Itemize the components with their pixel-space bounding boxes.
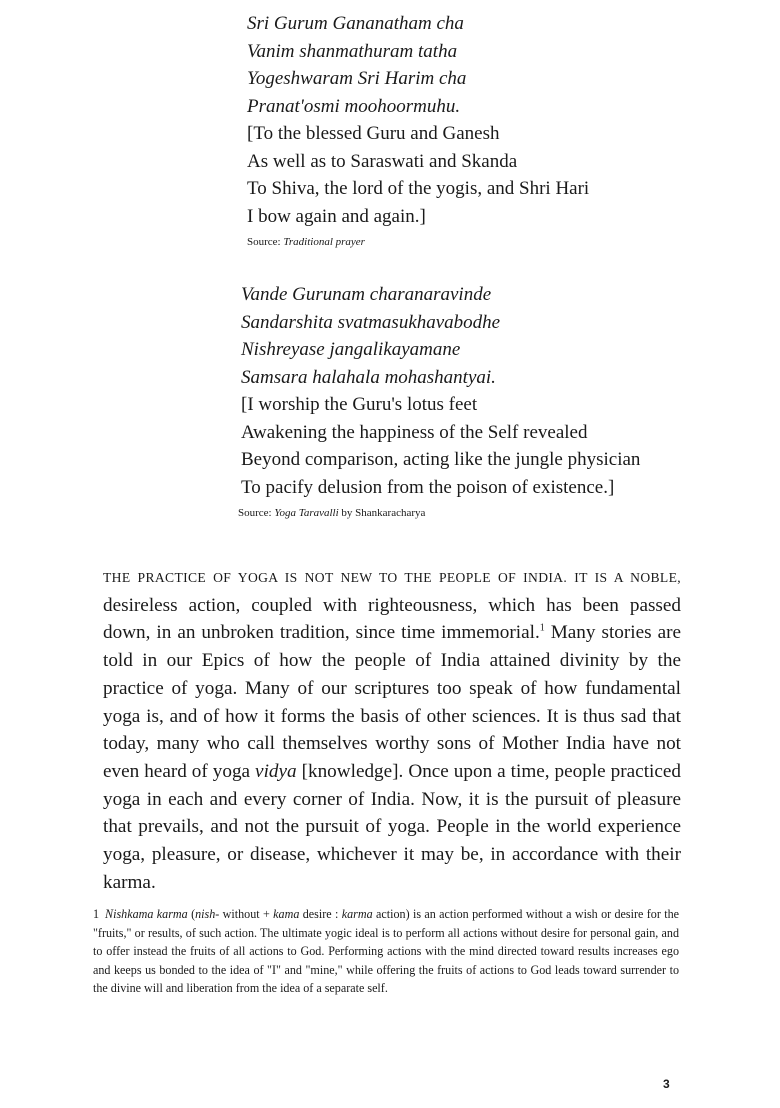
footnote bbox=[93, 905, 679, 998]
footnote-gloss: without + bbox=[222, 907, 270, 921]
translation-line: [To the blessed Guru and Ganesh bbox=[247, 123, 500, 144]
source-prefix: Source: bbox=[238, 507, 272, 519]
footnote-reference: 1 bbox=[539, 623, 545, 635]
source-title: Yoga Taravalli bbox=[274, 507, 339, 519]
body-text-part: [knowledge]. Once upon a time, people practiced yoga in each and every corner of India. Now, it is the pursuit of pleasure that prevails, and not the pursuit of yoga. People in the world experience yoga, pleasure, or disease, whichever it may be, in accordance with their karma. bbox=[103, 760, 681, 893]
verse-source bbox=[238, 507, 640, 519]
body-text-part: Many stories are told in our Epics of how the people of India attained divinity by the practice of yoga. Many of our scriptures too speak of how fundamental yoga is, and of how it forms the basis of other sciences. It is thus sad that today, many who call themselves worthy sons of Mother India have not even heard of yoga bbox=[103, 622, 681, 782]
verse-source bbox=[247, 236, 589, 248]
source-author: by Shankaracharya bbox=[341, 507, 426, 519]
verse-line: Samsara halahala mohashantyai. bbox=[241, 366, 496, 388]
footnote-text: is an action performed without a wish or desire for the "fruits," or results, of such action. The ultimate yogic ideal is to perform all actions without desire for personal gain, and to offer instead the fruits of all actions to God. Performing actions with the mind directed toward results increases ego and keeps us bonded to the idea of "I" and "mine," while offering the fruits of actions to God leads toward surrender to the divine will and liberation from the idea of a separate self. bbox=[93, 907, 679, 995]
verse-line: Vanim shanmathuram tatha bbox=[247, 40, 458, 62]
footnote-term-part: nish- bbox=[195, 907, 220, 921]
verse-line: Yogeshwaram Sri Harim cha bbox=[247, 68, 467, 89]
footnote-gloss: action) bbox=[376, 907, 410, 921]
verse-line: Sandarshita svatmasukhavabodhe bbox=[241, 311, 501, 333]
footnote-number: 1 bbox=[93, 907, 100, 921]
verse-traditional-prayer bbox=[247, 10, 589, 248]
footnote-term-part: kama bbox=[273, 907, 300, 921]
source-title: Traditional prayer bbox=[283, 236, 365, 248]
page-number: 3 bbox=[663, 1077, 670, 1091]
footnote-paren: ( bbox=[191, 907, 196, 921]
body-paragraph bbox=[103, 563, 681, 896]
translation-line: To Shiva, the lord of the yogis, and Shri Hari bbox=[247, 178, 590, 199]
verse-line: Nishreyase jangalikayamane bbox=[241, 339, 461, 360]
translation-line: Awakening the happiness of the Self revealed bbox=[241, 421, 588, 443]
translation-line: Beyond comparison, acting like the jungle physician bbox=[241, 449, 641, 470]
footnote-term-part: karma bbox=[341, 907, 373, 921]
translation-line: To pacify delusion from the poison of existence.] bbox=[241, 476, 615, 498]
verse-line: Sri Gurum Gananatham cha bbox=[247, 13, 464, 34]
verse-yoga-taravalli bbox=[238, 281, 641, 519]
term-vidya: vidya bbox=[255, 760, 297, 782]
translation-line: As well as to Saraswati and Skanda bbox=[247, 150, 518, 172]
body-text-part: desireless action, coupled with righteousness, which has been passed down, in an unbroken tradition, since time immemorial. bbox=[103, 594, 681, 644]
lead-in-smallcaps: THE PRACTICE OF YOGA IS NOT NEW TO THE PEOPLE OF INDIA. IT IS A NOBLE, bbox=[103, 570, 681, 585]
verse-line: Pranat'osmi moohoormuhu. bbox=[247, 95, 461, 117]
footnote-term: Nishkama karma bbox=[105, 907, 188, 921]
verse-line: Vande Gurunam charanaravinde bbox=[241, 284, 492, 305]
source-prefix: Source: bbox=[247, 236, 281, 248]
translation-line: I bow again and again.] bbox=[247, 205, 426, 227]
footnote-gloss: desire : bbox=[302, 907, 339, 921]
translation-line: [I worship the Guru's lotus feet bbox=[241, 394, 478, 415]
